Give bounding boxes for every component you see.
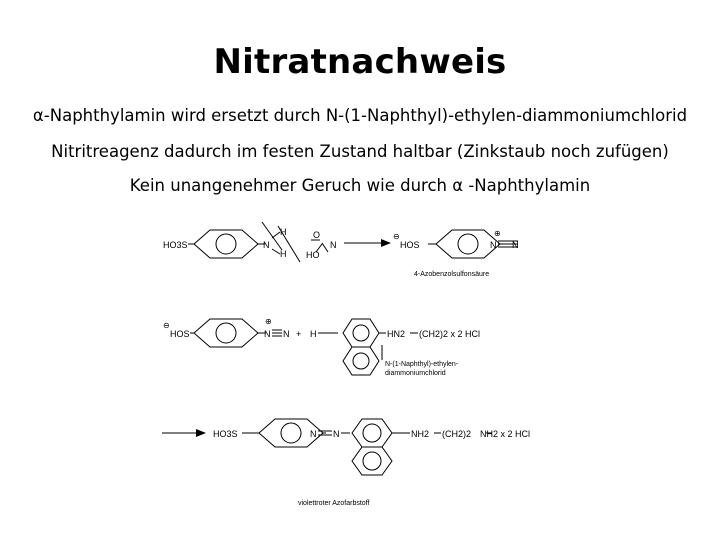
r2-minus-charge: ⊖ bbox=[163, 321, 170, 330]
r2-plus-charge: ⊕ bbox=[265, 317, 272, 326]
r3-chain: (CH2)2 bbox=[442, 429, 472, 439]
r2-n1: N bbox=[264, 329, 271, 339]
r2-amine: HN2 bbox=[387, 329, 406, 339]
r2-h: H bbox=[310, 329, 317, 339]
r2-n2: N bbox=[283, 329, 290, 339]
bullet-line-2: Nitritreagenz dadurch im festen Zustand haltbar (Zinkstaub noch zufügen) bbox=[51, 142, 669, 161]
r3-nh2-right: NH2 x 2 HCl bbox=[480, 429, 531, 439]
r3-group: HO3S bbox=[213, 429, 238, 439]
r1-plus-charge: ⊕ bbox=[494, 229, 501, 238]
r1-reactant-group: HO3S bbox=[163, 240, 188, 250]
r1-h-bottom: H bbox=[280, 249, 287, 259]
bullet-line-3: Kein unangenehmer Geruch wie durch α -Naphthylamin bbox=[129, 176, 591, 195]
r1-o-atom: O bbox=[313, 230, 321, 240]
r2-reagent-label-2: diammoniumchlorid bbox=[385, 370, 446, 377]
bullet-line-1: α-Naphthylamin wird ersetzt durch N-(1-Naphthyl)-ethylen-diammoniumchlorid bbox=[32, 106, 688, 125]
r1-ho-group: HO bbox=[306, 250, 320, 260]
r1-h-top: H bbox=[280, 227, 287, 237]
r1-n2-atom: N bbox=[330, 240, 337, 250]
r2-plus-sign: + bbox=[296, 329, 302, 339]
r2-reagent-label-1: N-(1-Naphthyl)-ethylen- bbox=[385, 361, 459, 368]
naphthalene-ring-a bbox=[343, 319, 379, 347]
r3-product-label: violettroter Azofarbstoff bbox=[298, 500, 370, 507]
r3-nh2-left: NH2 bbox=[411, 429, 430, 439]
r3-n2: N bbox=[333, 429, 340, 439]
slide-title: Nitratnachweis bbox=[213, 42, 507, 82]
r1-triple-n2: N bbox=[512, 240, 519, 250]
r3-n1: N bbox=[310, 429, 317, 439]
r1-product-label: 4-Azobenzolsulfonsäure bbox=[414, 271, 490, 278]
r1-n-atom: N bbox=[263, 240, 270, 250]
naphthalene-ring-c bbox=[352, 419, 392, 447]
r2-group: HOS bbox=[170, 329, 190, 339]
r2-chain: (CH2)2 x 2 HCl bbox=[419, 329, 481, 339]
naphthalene-ring-b bbox=[343, 347, 379, 375]
r1-product-group: HOS bbox=[400, 240, 420, 250]
naphthalene-ring-d bbox=[352, 447, 392, 475]
r1-triple-n1: N bbox=[490, 240, 497, 250]
r1-minus-charge: ⊖ bbox=[393, 232, 400, 241]
